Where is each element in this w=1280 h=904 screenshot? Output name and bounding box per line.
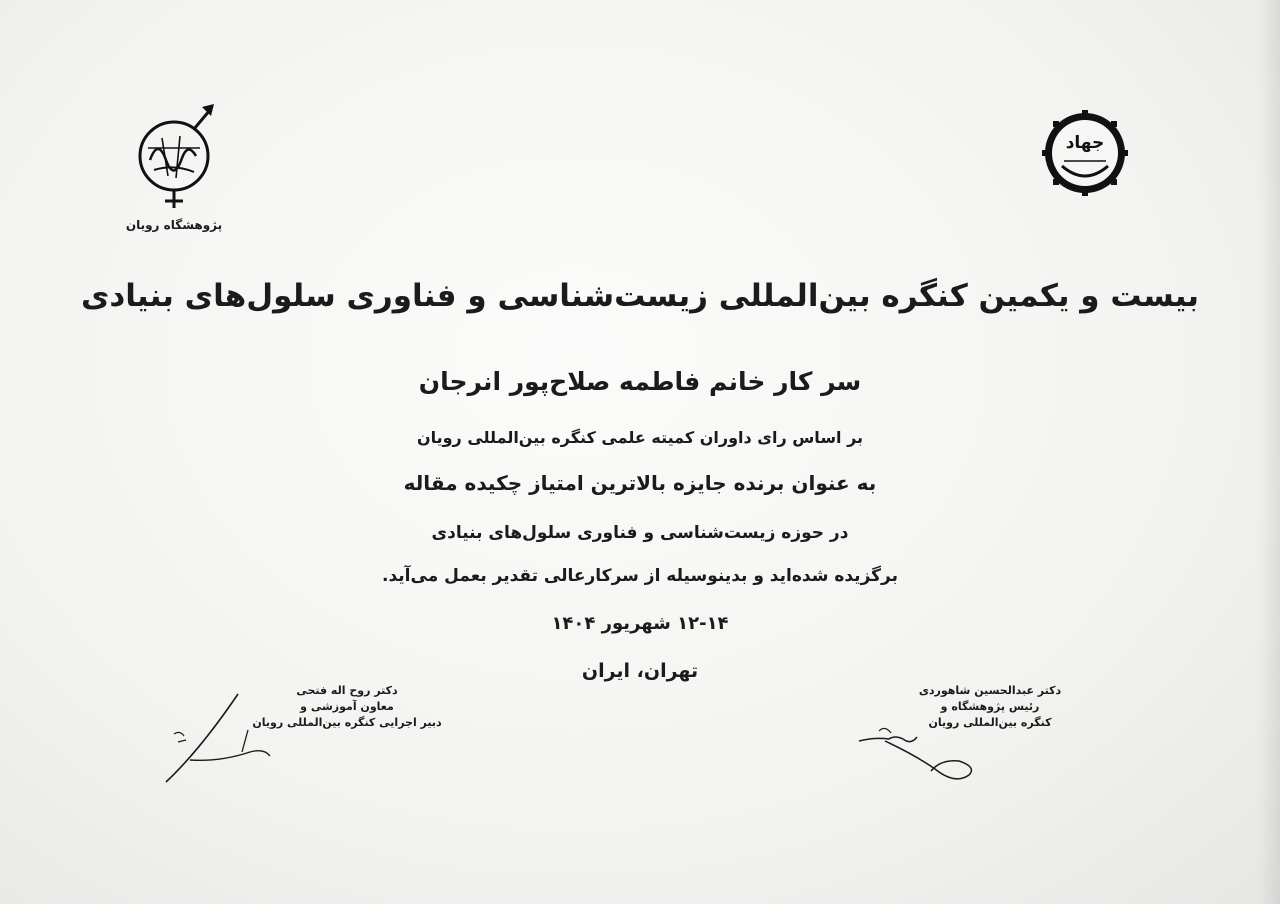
jahad-logo-text: جهاد bbox=[1065, 133, 1105, 153]
royan-institute-logo-icon bbox=[118, 98, 228, 238]
left-signatory-role-1: معاون آموزشی و bbox=[300, 700, 394, 713]
congress-date: ۱۲-۱۴ شهریور ۱۴۰۴ bbox=[551, 613, 729, 634]
left-signatory-name: دکتر روح اله فتحی bbox=[296, 684, 398, 697]
congress-place: تهران، ایران bbox=[581, 660, 699, 682]
left-signature-icon bbox=[160, 690, 290, 790]
right-signatory-name: دکتر عبدالحسین شاهوردی bbox=[918, 684, 1062, 697]
appreciation-statement: برگزیده شده‌اید و بدینوسیله از سرکارعالی تقدیر بعمل می‌آید. bbox=[382, 566, 898, 586]
recipient-name: سر کار خانم فاطمه صلاح‌پور انرجان bbox=[418, 367, 862, 396]
congress-title: بیست و یکمین کنگره بین‌المللی زیست‌شناسی و فناوری سلول‌های بنیادی bbox=[80, 278, 1200, 314]
right-signatory-role-2: کنگره بین‌المللی رویان bbox=[928, 716, 1052, 729]
award-statement: به عنوان برنده جایزه بالاترین امتیاز چکیده مقاله bbox=[403, 471, 877, 495]
jahad-daneshgahi-logo-icon bbox=[1040, 108, 1130, 198]
basis-statement: بر اساس رای داوران کمیته علمی کنگره بین‌المللی رویان bbox=[416, 428, 864, 447]
left-signatory-role-2: دبیر اجرایی کنگره بین‌المللی رویان bbox=[252, 716, 442, 729]
royan-institute-caption: پژوهشگاه رویان bbox=[125, 218, 223, 232]
right-signature-icon bbox=[855, 715, 985, 795]
right-signatory-role-1: رئیس پژوهشگاه و bbox=[940, 700, 1040, 713]
field-statement: در حوزه زیست‌شناسی و فناوری سلول‌های بنیادی bbox=[431, 523, 849, 543]
page-edge-shadow bbox=[1258, 0, 1280, 904]
